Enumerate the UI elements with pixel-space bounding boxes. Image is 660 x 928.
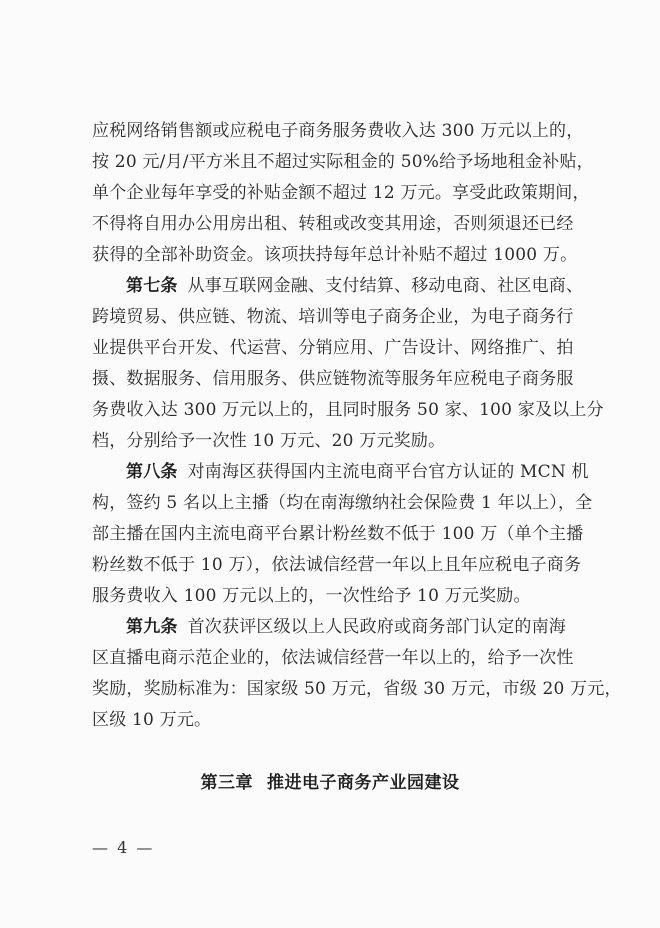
article-8-line: 粉丝数不低于 10 万），依法诚信经营一年以上且年应税电子商务 [92,555,582,575]
paragraph-line: 不得将自用办公用房出租、转租或改变其用途，否则须退还已经 [92,214,574,234]
paragraph-line: 应税网络销售额或应税电子商务服务费收入达 300 万元以上的， [92,121,584,141]
article-7-line: 摄、数据服务、信用服务、供应链物流等服务年应税电子商务服 [92,369,574,389]
chapter-title: 推进电子商务产业园建设 [267,773,460,793]
article-7-line: 业提供平台开发、代运营、分销应用、广告设计、网络推广、拍 [92,338,574,358]
paragraph-line: 获得的全部补助资金。该项扶持每年总计补贴不超过 1000 万。 [92,245,578,265]
article-7-text: 从事互联网金融、支付结算、移动电商、社区电商、 [187,276,584,296]
article-7-line: 跨境贸易、供应链、物流、培训等电子商务企业，为电子商务行 [92,307,574,327]
article-8-line: 部主播在国内主流电商平台累计粉丝数不低于 100 万（单个主播 [92,524,584,544]
paragraph-line: 按 20 元/月/平方米且不超过实际租金的 50%给予场地租金补贴， [92,152,594,172]
article-8-label: 第八条 [126,462,178,482]
article-8-text: 对南海区获得国内主流电商平台官方认证的 MCN 机 [187,462,589,482]
article-9-line: 奖励，奖励标准为：国家级 50 万元，省级 30 万元，市级 20 万元， [92,679,622,699]
article-9-line: 区级 10 万元。 [92,710,212,730]
paragraph-line: 单个企业每年享受的补贴金额不超过 12 万元。享受此政策期间， [92,183,590,203]
page-number: — 4 — [92,838,155,857]
chapter-heading [0,768,660,793]
article-9-label: 第九条 [126,617,178,637]
article-7-line: 档，分别给予一次性 10 万元、20 万元奖励。 [92,431,446,451]
article-7-label: 第七条 [126,276,178,296]
article-9-first-line [92,612,582,643]
article-9-line: 区直播电商示范企业的，依法诚信经营一年以上的，给予一次性 [92,648,574,668]
article-8-line: 服务费收入 100 万元以上的，一次性给予 10 万元奖励。 [92,586,531,606]
article-9-text: 首次获评区级以上人民政府或商务部门认定的南海 [187,617,567,637]
article-7-line: 务费收入达 300 万元以上的，且同时服务 50 家、100 家及以上分 [92,400,604,420]
article-8-first-line [92,457,589,488]
article-7-first-line [92,271,582,302]
article-8-line: 构，签约 5 名以上主播（均在南海缴纳社会保险费 1 年以上），全 [92,493,593,513]
chapter-number: 第三章 [200,773,253,793]
body-text [92,116,622,736]
